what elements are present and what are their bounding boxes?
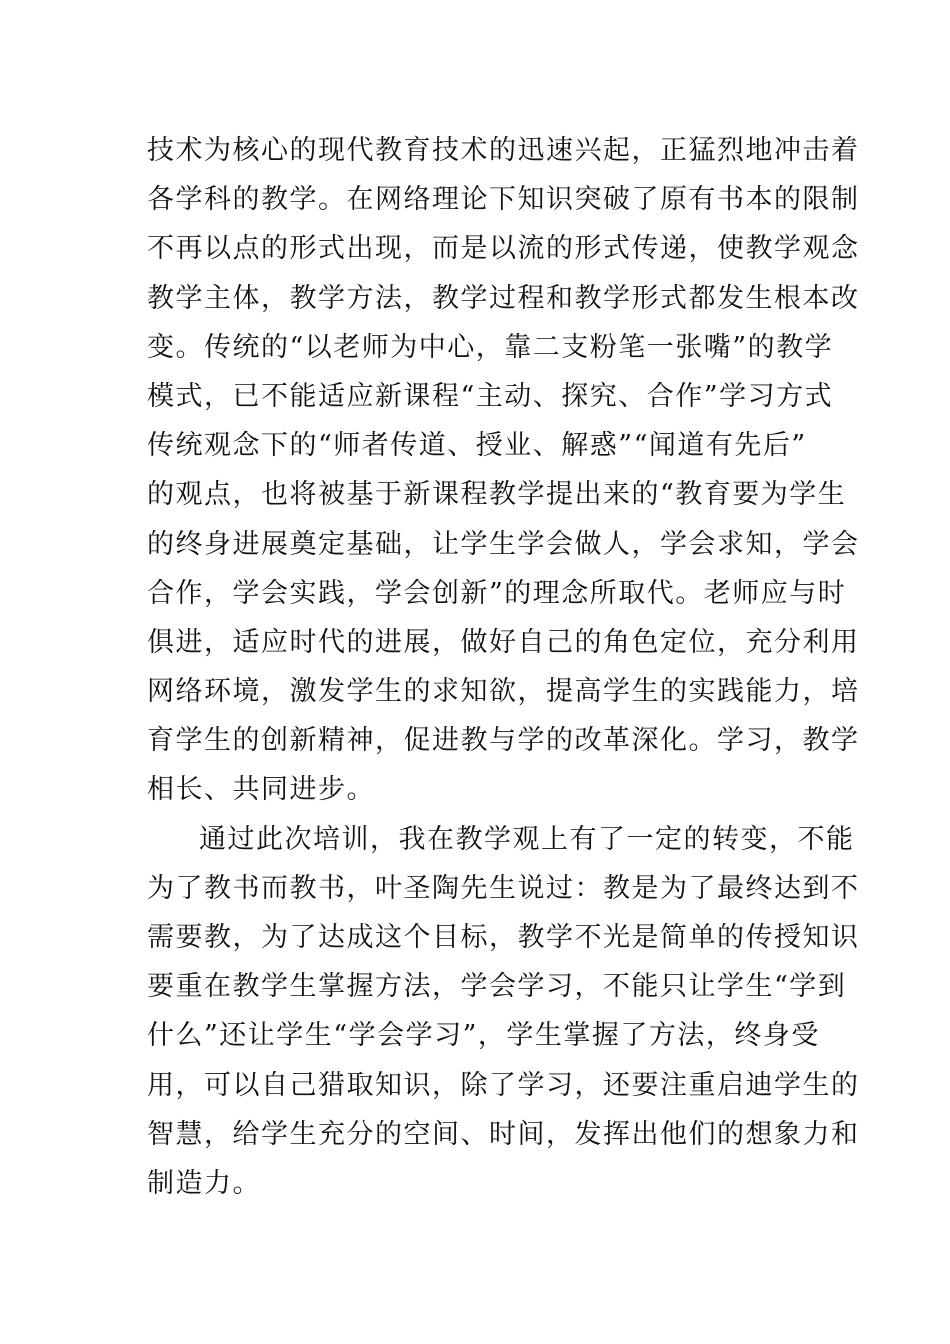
text-line: 智慧，给学生充分的空间、时间，发挥出他们的想象力和: [147, 1118, 860, 1150]
text-line: 传统观念下的“师者传道、授业、解惑”“闻道有先后”: [147, 430, 807, 462]
text-line: 网络环境，激发学生的求知欲，提高学生的实践能力，培: [147, 676, 860, 708]
text-line: 育学生的创新精神，促进教与学的改革深化。学习，教学: [147, 725, 860, 757]
text-line: 制造力。: [147, 1167, 261, 1199]
text-line: 俱进，适应时代的进展，做好自己的角色定位，充分利用: [147, 626, 860, 658]
text-line: 需要教，为了达成这个目标，教学不光是简单的传授知识: [147, 922, 860, 953]
text-line: 教学主体，教学方法，教学过程和教学形式都发生根本改: [147, 282, 860, 314]
text-line: 合作，学会实践，学会创新”的理念所取代。老师应与时: [147, 577, 847, 609]
text-line: 的观点，也将被基于新课程教学提出来的“教育要为学生: [147, 479, 847, 511]
text-line: 各学科的教学。在网络理论下知识突破了原有书本的限制: [147, 184, 860, 216]
paragraph-first-line: 通过此次培训，我在教学观上有了一定的转变，不能: [199, 823, 855, 855]
text-line: 为了教书而教书，叶圣陶先生说过：教是为了最终达到不: [147, 872, 860, 904]
text-line: 相长、共同进步。: [147, 774, 375, 806]
text-line: 要重在教学生掌握方法，学会学习，不能只让学生“学到: [147, 971, 847, 1003]
text-line: 模式，已不能适应新课程“主动、探究、合作”学习方式: [147, 380, 834, 412]
text-line: 什么”还让学生“学会学习”，学生掌握了方法，终身受: [147, 1020, 820, 1052]
text-line: 不再以点的形式出现，而是以流的形式传递，使教学观念: [147, 233, 860, 265]
text-line: 技术为核心的现代教育技术的迅速兴起，正猛烈地冲击着: [147, 135, 860, 166]
text-line: 用，可以自己猎取知识，除了学习，还要注重启迪学生的: [147, 1069, 860, 1101]
text-line: 变。传统的“以老师为中心，靠二支粉笔一张嘴”的教学: [147, 331, 834, 363]
text-line: 的终身进展奠定基础，让学生学会做人，学会求知，学会: [147, 528, 860, 560]
body-text: [147, 126, 860, 1208]
